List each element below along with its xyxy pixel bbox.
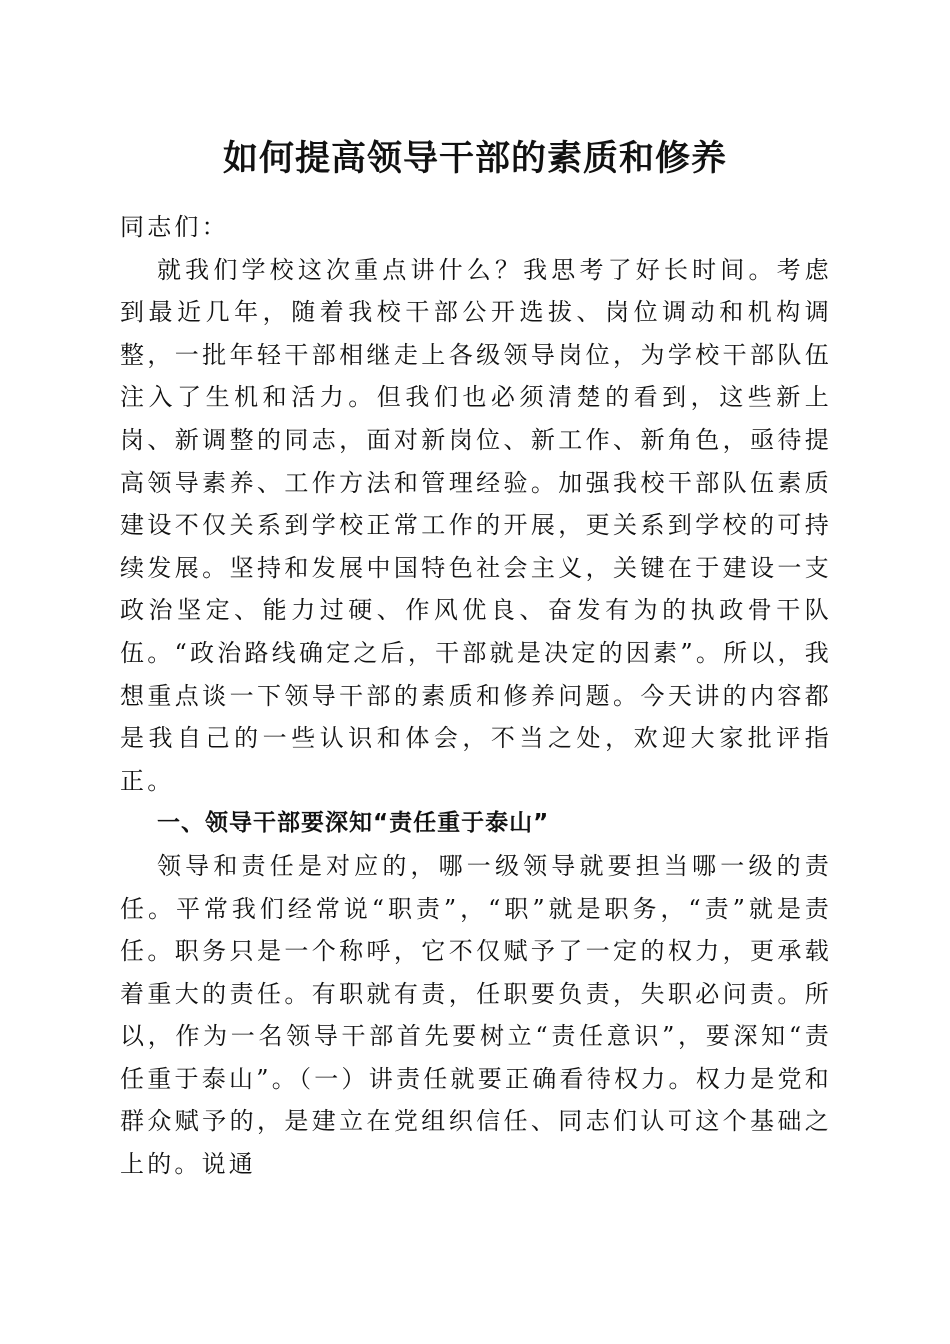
salutation: 同志们： (120, 213, 229, 241)
document-body (120, 206, 832, 1186)
section-heading-1: 一、领导干部要深知“责任重于泰山” (157, 810, 550, 837)
intro-paragraph: 就我们学校这次重点讲什么？我思考了好长时间。考虑到最近几年，随着我校干部公开选拔、岗位调动和机构调整，一批年轻干部相继走上各级领导岗位，为学校干部队伍注入了生机和活力。但我们也必须清楚的看到，这些新上岗、新调整的同志，面对新岗位、新工作、新角色，亟待提高领导素养、工作方法和管理经验。加强我校干部队伍素质建设不仅关系到学校正常工作的开展，更关系到学校的可持续发展。坚持和发展中国特色社会主义，关键在于建设一支政治坚定、能力过硬、作风优良、奋发有为的执政骨干队伍。“政治路线确定之后，干部就是决定的因素”。所以，我想重点谈一下领导干部的素质和修养问题。今天讲的内容都是我自己的一些认识和体会，不当之处，欢迎大家批评指正。 (120, 255, 832, 795)
document-title: 如何提高领导干部的素质和修养 (222, 138, 727, 179)
section-1-paragraph: 领导和责任是对应的，哪一级领导就要担当哪一级的责任。平常我们经常说“职责”，“职”就是职务，“责”就是责任。职务只是一个称呼，它不仅赋予了一定的权力，更承载着重大的责任。有职就有责，任职要负责，失职必问责。所以，作为一名领导干部首先要树立“责任意识”，要深知“责任重于泰山”。（一）讲责任就要正确看待权力。权力是党和群众赋予的，是建立在党组织信任、同志们认可这个基础之上的。说通 (120, 851, 832, 1179)
